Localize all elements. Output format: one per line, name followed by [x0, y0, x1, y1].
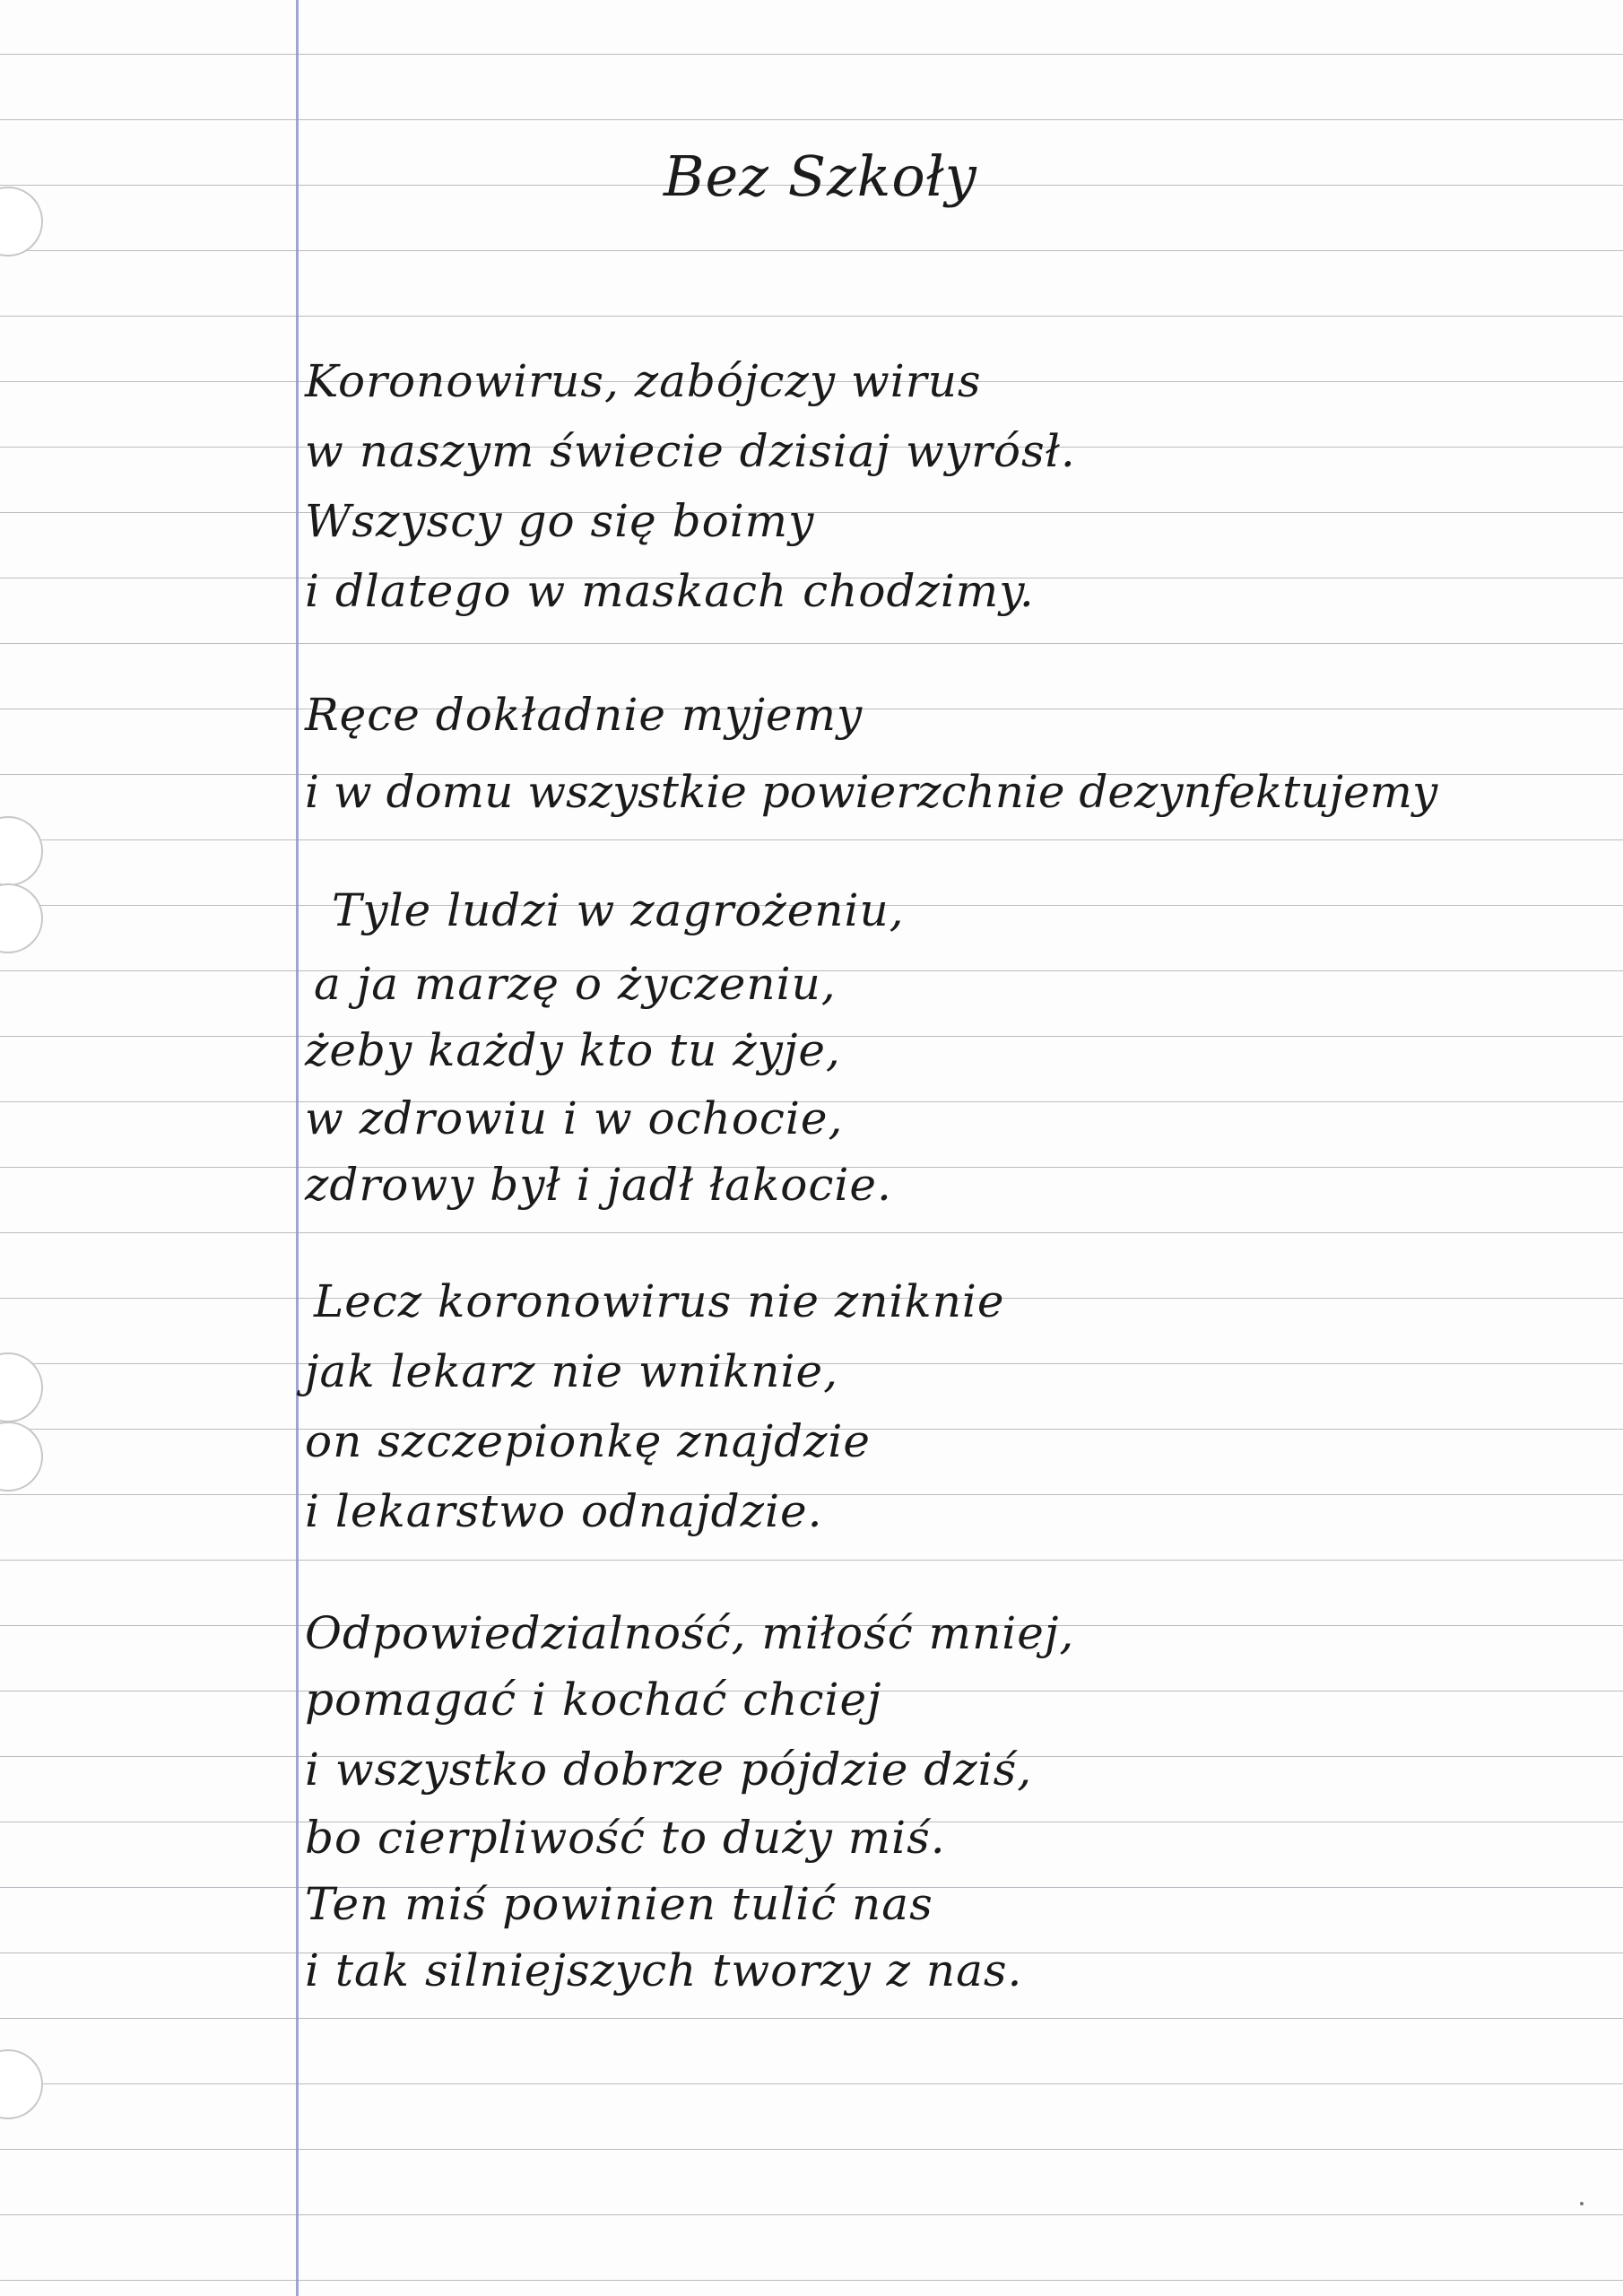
poem-line: w zdrowiu i w ochocie, [305, 1092, 844, 1144]
poem-line: bo cierpliwość to duży miś. [305, 1812, 946, 1864]
poem-line: Ten miś powinien tulić nas [305, 1878, 933, 1930]
poem-line: Koronowirus, zabójczy wirus [305, 355, 982, 407]
poem-line: i tak silniejszych tworzy z nas. [305, 1944, 1023, 1996]
poem-line: zdrowy był i jadł łakocie. [305, 1159, 892, 1211]
poem-line: i w domu wszystkie powierzchnie dezynfektujemy [305, 766, 1438, 818]
poem-line: Ręce dokładnie myjemy [305, 689, 864, 741]
poem-line: Wszyscy go się boimy [305, 495, 815, 547]
poem-line: żeby każdy kto tu żyje, [305, 1024, 841, 1076]
poem-line: Lecz koronowirus nie zniknie [314, 1275, 1005, 1327]
poem-line: i lekarstwo odnajdzie. [305, 1485, 823, 1537]
poem-line: Tyle ludzi w zagrożeniu, [332, 884, 905, 936]
poem-line: Odpowiedzialność, miłość mniej, [305, 1607, 1075, 1659]
poem-line: pomagać i kochać chciej [305, 1674, 882, 1726]
paper-speck [1580, 2202, 1584, 2205]
poem-line: a ja marzę o życzeniu, [314, 958, 837, 1010]
poem-line: on szczepionkę znajdzie [305, 1415, 872, 1467]
poem-line: w naszym świecie dzisiaj wyrósł. [305, 425, 1076, 477]
poem-line: jak lekarz nie wniknie, [305, 1345, 838, 1397]
poem-line: i wszystko dobrze pójdzie dziś, [305, 1744, 1033, 1796]
poem-title: Bez Szkoły [664, 144, 977, 209]
poem-line: i dlatego w maskach chodzimy. [305, 565, 1035, 617]
